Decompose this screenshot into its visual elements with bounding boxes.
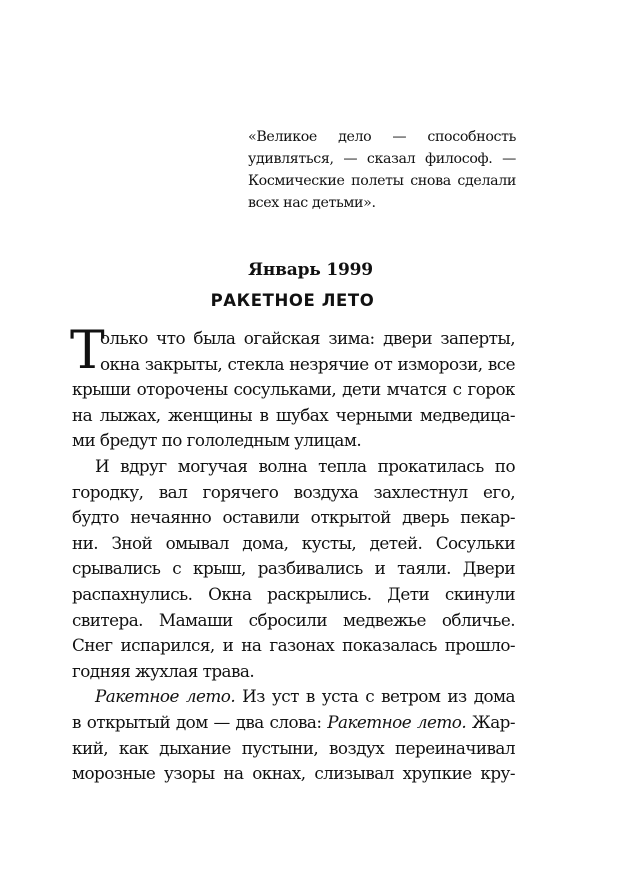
text-line: И вдруг могучая волна тепла прокатилась по <box>95 455 515 476</box>
text-line: свитера. Мамаши сбросили медвежье обличье. <box>72 609 515 630</box>
text-line: на лыжах, женщины в шубах черными медведица- <box>72 404 515 425</box>
text-line: срывались с крыш, разбивались и таяли. Двери <box>72 558 515 579</box>
text-line: городку, вал горячего воздуха захлестнул его, <box>72 481 515 502</box>
text-line: олько что была огайская зима: двери заперты, <box>100 328 515 348</box>
text-line: окна закрыты, стекла незрячие от изморози, все <box>100 353 515 374</box>
text-line: распахнулись. Окна раскрылись. Дети скинули <box>72 583 515 604</box>
text-line: будто нечаянно оставили открытой дверь пекар- <box>72 507 515 528</box>
epigraph-line: всех нас детьми». <box>248 195 376 211</box>
epigraph <box>248 126 516 214</box>
epigraph-line: «Великое дело — способность <box>248 129 516 145</box>
text-line <box>72 684 515 710</box>
text-line: годняя жухлая трава. <box>72 660 255 681</box>
text-line: ни. Зной омывал дома, кусты, детей. Сосульки <box>72 532 515 553</box>
chapter-title: РАКЕТНОЕ ЛЕТО <box>210 291 375 310</box>
text-line: крыши оторочены сосульками, дети мчатся с горок <box>72 379 515 400</box>
italic-phrase: Ракетное лето. <box>95 686 236 707</box>
epigraph-line: Космические полеты снова сделали <box>248 173 516 189</box>
text-line: морозные узоры на окнах, слизывал хрупкие кру- <box>72 763 515 784</box>
text-line: кий, как дыхание пустыни, воздух переиначивал <box>72 737 515 758</box>
drop-cap: Т <box>70 321 105 381</box>
text-line: ми бредут по гололедным улицам. <box>72 430 362 451</box>
italic-phrase: Ракетное лето. <box>327 711 467 732</box>
body-text <box>70 321 515 787</box>
text-line <box>72 710 515 736</box>
text-fragment: Из уст в уста с ветром из дома <box>235 686 515 707</box>
text-line: Снег испарился, и на газонах показалась прошло- <box>72 635 515 656</box>
text-fragment: Жар- <box>466 711 515 732</box>
epigraph-line: удивляться, — сказал философ. — <box>248 151 516 167</box>
text-fragment: в открытый дом — два слова: <box>72 711 328 732</box>
chapter-date: Январь 1999 <box>248 260 373 280</box>
